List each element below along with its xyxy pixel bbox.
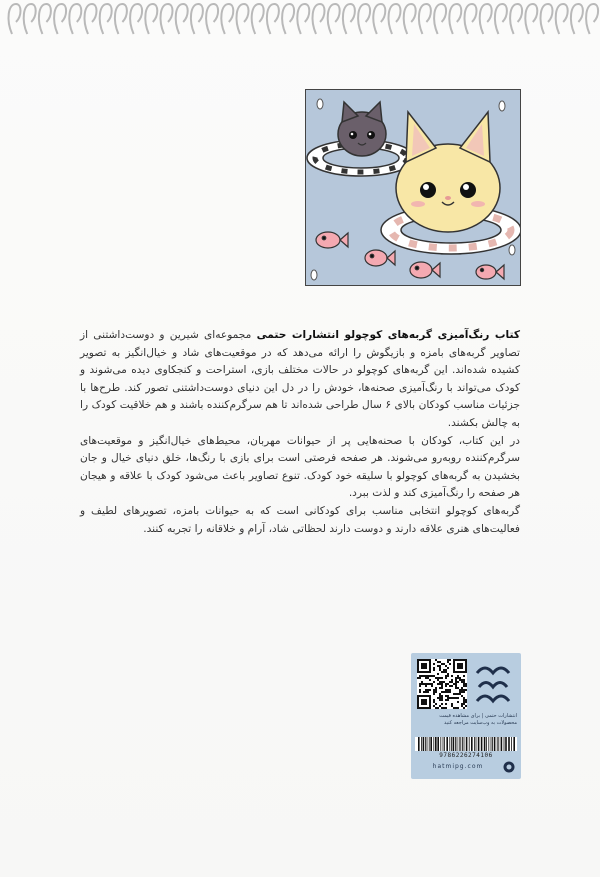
- spiral-coil: [389, 4, 401, 34]
- spiral-coil: [39, 4, 51, 34]
- description-paragraph-2: در این کتاب، کودکان با صحنه‌هایی پر از حیوانات مهربان، محیط‌های خیال‌انگیز و موقعیت‌های سرگرم‌کننده روبه‌رو می‌شوند. هر صفحه فرصتی است برای بازی با رنگ‌ها، خلق دنیای خیال و جان بخشیدن به گربه‌های کوچولو با سلیقه خود کودک. تنوع تصاویر باعث می‌شود کودک با علاقه و هیجان هر صفحه را رنگ‌آمیزی کند و لذت ببرد.: [80, 434, 520, 500]
- spiral-coil: [343, 4, 355, 34]
- spiral-coil: [495, 4, 507, 34]
- round-logo-icon: [503, 761, 515, 773]
- spiral-coil: [206, 4, 218, 34]
- spiral-coil: [115, 4, 127, 34]
- imprint-line-2: محصولات به وب‌سایت مراجعه کنید: [444, 720, 517, 726]
- spiral-coil: [69, 4, 81, 34]
- spiral-coil: [419, 4, 431, 34]
- spiral-coil: [221, 4, 233, 34]
- description-paragraph-3: گربه‌های کوچولو انتخابی مناسب برای کودکانی است که به حیوانات بامزه، تصویرهای لطیف و فعالیت‌های هنری علاقه دارند و دوست دارند لحظاتی شاد، آرام و خلاقانه را تجربه کنند.: [80, 504, 520, 535]
- spiral-coil: [176, 4, 188, 34]
- cover-illustration: [305, 89, 521, 286]
- spiral-coil: [252, 4, 264, 34]
- spiral-coil: [145, 4, 157, 34]
- spiral-coil: [434, 4, 446, 34]
- cats-in-swim-rings-illustration: [306, 90, 520, 285]
- spiral-binding: [0, 0, 600, 36]
- description-paragraph-1-text: مجموعه‌ای شیرین و دوست‌داشتنی از تصاویر گربه‌های بامزه و بازیگوش را ارائه می‌دهد که در موقعیت‌های شاد و خیال‌انگیز به تصویر کشیده شده‌اند. این گربه‌های کوچولو در حالات مختلف بازی، استراحت و کنجکاوی دیده می‌شوند و کودک می‌تواند با رنگ‌آمیزی صحنه‌ها، خودش را در دل این دنیای دوست‌داشتنی تصور کند. طرح‌ها با جزئیات مناسب کودکان بالای ۶ سال طراحی شده‌اند تا هم سرگرم‌کننده باشند و هم خلاقیت کودک را به چالش بکشند.: [80, 329, 520, 429]
- spiral-coil: [465, 4, 477, 34]
- imprint-line-1: انتشارات حتمی | برای مشاهده قیمت: [439, 713, 517, 719]
- isbn-number: 9786226274106: [439, 752, 493, 759]
- spiral-coil: [586, 4, 598, 34]
- spiral-coil: [100, 4, 112, 34]
- spiral-coil: [267, 4, 279, 34]
- spiral-coil: [541, 4, 553, 34]
- spiral-coil: [191, 4, 203, 34]
- spiral-coil: [449, 4, 461, 34]
- spiral-coil: [24, 4, 36, 34]
- spiral-coil: [404, 4, 416, 34]
- barcode-panel: [411, 653, 521, 779]
- spiral-coil: [54, 4, 66, 34]
- spiral-coil: [9, 4, 21, 34]
- spiral-coil: [571, 4, 583, 34]
- spiral-coil: [525, 4, 537, 34]
- publisher-website: hatmipg.com: [432, 763, 484, 770]
- imprint-text: [415, 713, 517, 727]
- spiral-coil: [297, 4, 309, 34]
- publisher-logo-icon: [473, 659, 515, 709]
- spiral-coil: [237, 4, 249, 34]
- book-description: [80, 327, 520, 538]
- spiral-coil: [510, 4, 522, 34]
- spiral-coil: [358, 4, 370, 34]
- isbn-barcode: [415, 737, 517, 751]
- description-title: کتاب رنگ‌آمیزی گربه‌های کوچولو انتشارات حتمی: [256, 329, 520, 341]
- qr-code-icon: [417, 659, 467, 709]
- spiral-coil: [130, 4, 142, 34]
- spiral-coil: [556, 4, 568, 34]
- spiral-coil: [85, 4, 97, 34]
- spiral-coil: [480, 4, 492, 34]
- description-paragraph-1: [80, 327, 520, 433]
- spiral-coil: [161, 4, 173, 34]
- spiral-coil: [313, 4, 325, 34]
- spiral-coil: [328, 4, 340, 34]
- spiral-coil: [373, 4, 385, 34]
- spiral-coil: [282, 4, 294, 34]
